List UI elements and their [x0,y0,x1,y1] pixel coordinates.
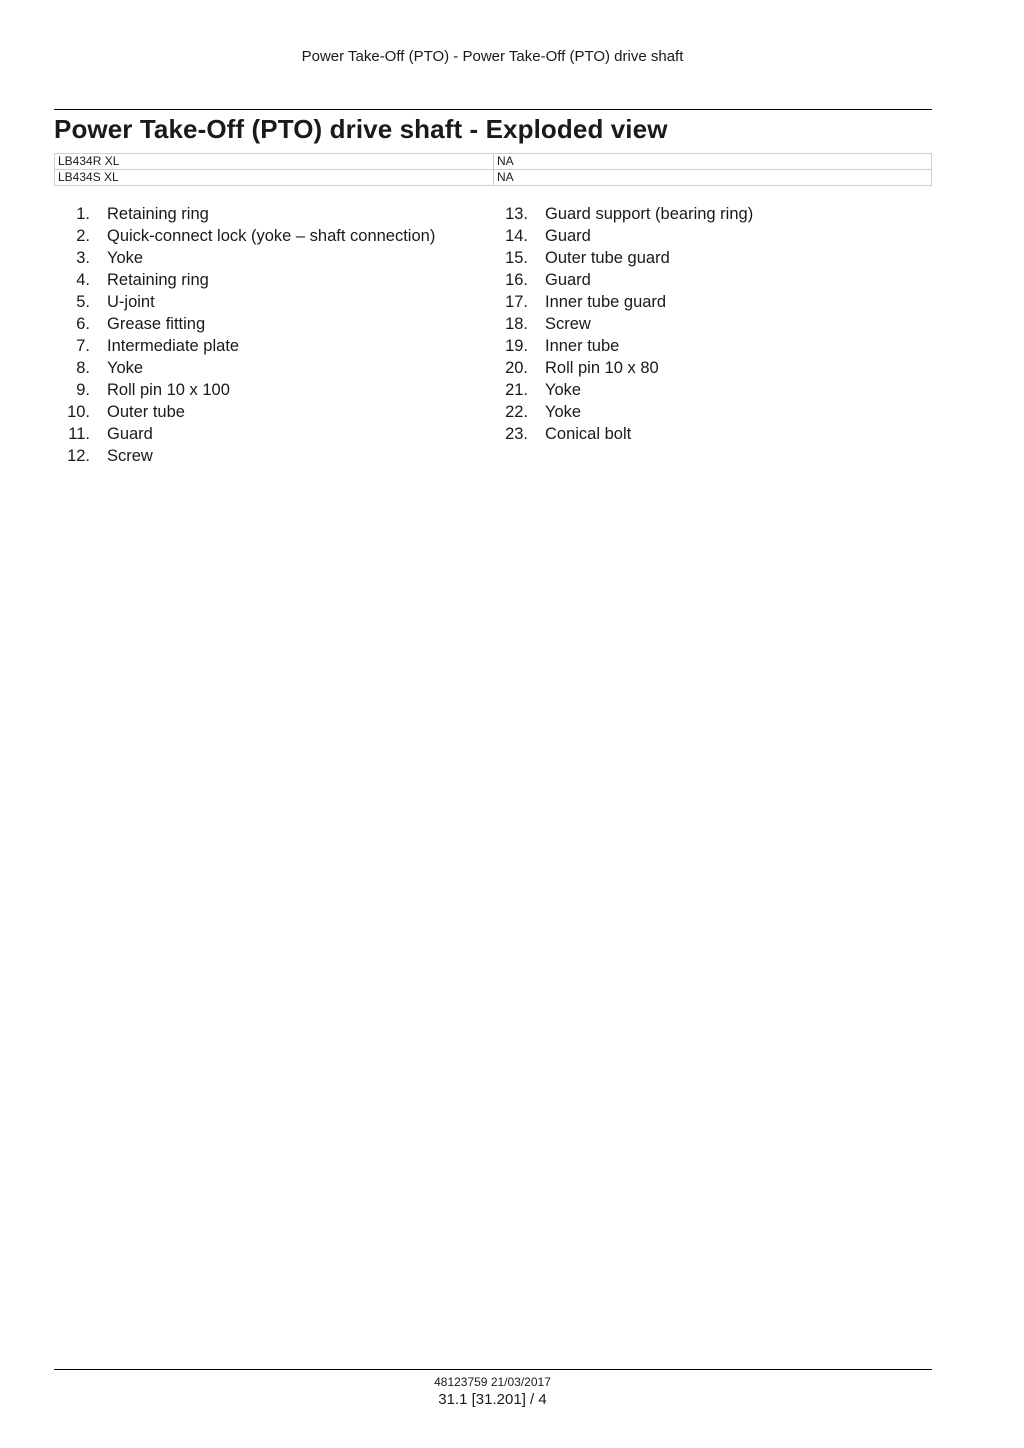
parts-list-right [492,203,753,445]
item-label: Conical bolt [545,425,632,443]
parts-list-left [54,203,435,467]
item-number: 16. [505,271,528,289]
item-label: Inner tube guard [545,293,667,311]
list-item [492,423,753,445]
list-item [54,247,435,269]
document-reference: 48123759 21/03/2017 [434,1375,551,1389]
item-label: Outer tube [107,403,185,421]
item-number: 22. [505,403,528,421]
list-item [492,225,753,247]
item-number: 10. [67,403,90,421]
item-number: 6. [76,315,90,333]
item-number: 13. [505,205,528,223]
list-item [54,401,435,423]
list-item [492,291,753,313]
item-number: 3. [76,249,90,267]
item-label: Outer tube guard [545,249,670,267]
list-item [54,225,435,247]
item-number: 12. [67,447,90,465]
table-row [55,154,932,170]
model-cell: LB434R XL [55,154,494,170]
market-cell: NA [494,170,932,186]
item-label: Grease fitting [107,315,206,333]
list-item [54,357,435,379]
item-label: Screw [545,315,591,333]
table-row [55,170,932,186]
item-label: Yoke [107,359,144,377]
item-number: 11. [68,425,90,443]
page-title: Power Take-Off (PTO) drive shaft - Exploded view [54,114,668,144]
item-number: 15. [505,249,528,267]
list-item [54,445,435,467]
item-label: Yoke [545,403,582,421]
list-item [492,401,753,423]
item-number: 21. [505,381,528,399]
item-label: Screw [107,447,153,465]
list-item [492,379,753,401]
item-label: Guard [545,271,591,289]
list-item [54,291,435,313]
list-item [492,335,753,357]
list-item [54,423,435,445]
item-number: 2. [76,227,90,245]
list-item [54,313,435,335]
model-applicability-table [54,153,932,186]
list-item [54,203,435,225]
list-item [492,313,753,335]
market-cell: NA [494,154,932,170]
item-number: 23. [505,425,528,443]
title-divider [54,109,932,110]
list-item [492,203,753,225]
list-item [492,357,753,379]
model-cell: LB434S XL [55,170,494,186]
item-number: 18. [505,315,528,333]
list-item [54,379,435,401]
item-number: 4. [76,271,90,289]
item-label: Intermediate plate [107,337,240,355]
item-number: 8. [76,359,90,377]
item-number: 20. [505,359,528,377]
item-number: 17. [505,293,528,311]
item-label: Roll pin 10 x 100 [107,381,230,399]
item-label: Guard support (bearing ring) [545,205,754,223]
item-label: Retaining ring [107,205,209,223]
item-label: Roll pin 10 x 80 [545,359,659,377]
item-label: Yoke [107,249,144,267]
item-label: Guard [545,227,591,245]
item-label: U-joint [107,293,155,311]
item-number: 19. [505,337,528,355]
footer-divider [54,1369,932,1370]
item-number: 7. [76,337,90,355]
list-item [492,269,753,291]
item-number: 5. [76,293,90,311]
item-label: Quick-connect lock (yoke – shaft connection) [107,227,436,245]
page-reference: 31.1 [31.201] / 4 [438,1391,547,1408]
item-label: Inner tube [545,337,620,355]
item-number: 1. [76,205,90,223]
list-item [54,335,435,357]
item-label: Guard [107,425,153,443]
list-item [492,247,753,269]
item-number: 14. [505,227,528,245]
item-number: 9. [76,381,90,399]
list-item [54,269,435,291]
running-header: Power Take-Off (PTO) - Power Take-Off (PTO) drive shaft [301,48,684,65]
item-label: Retaining ring [107,271,209,289]
item-label: Yoke [545,381,582,399]
